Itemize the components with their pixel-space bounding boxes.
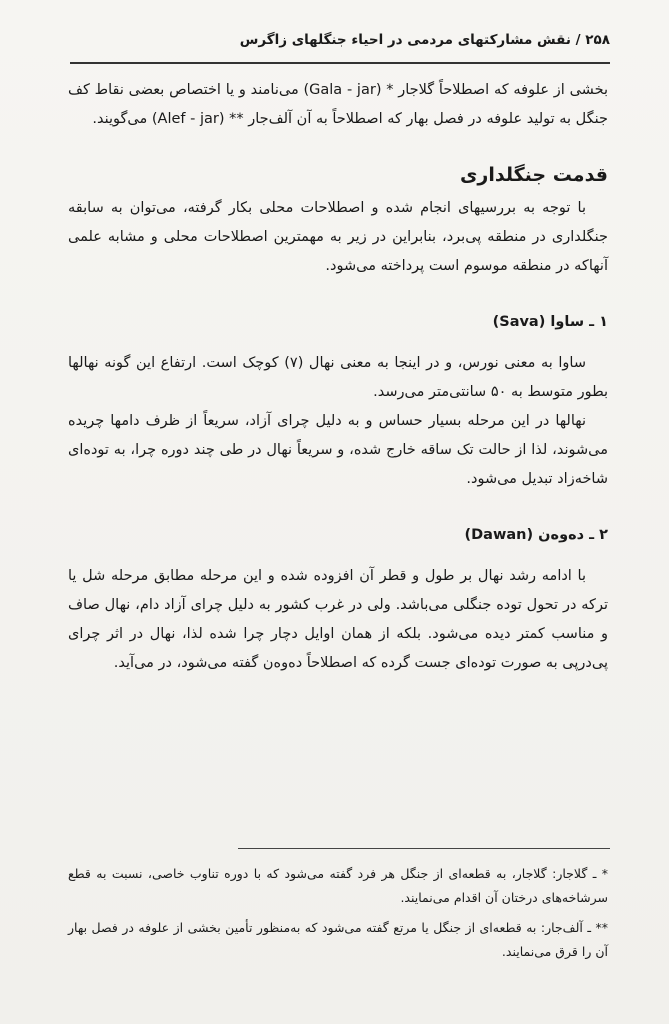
item-1-title: ۱ ـ ساوا (Sava) <box>492 314 608 330</box>
footnote-2: ** ـ آلف‌جار: به قطعه‌ای از جنگل یا مرتع گفته می‌شود که به‌منظور تأمین بخشی از علوفه در فصل بهار آن را قرق می‌نمایند. <box>68 920 608 959</box>
section-paragraph: با توجه به بررسیهای انجام شده و اصطلاحات محلی بکار گرفته، می‌توان به سابقه جنگلداری در منطقه پی‌برد، بنابراین در زیر به مهمترین اصطلاحات محلی و مشابه علمی آنهاکه در منطقه موسوم است پرداخته می‌شود. <box>68 200 608 274</box>
item-2-title: ۲ ـ ده‌وه‌ن (Dawan) <box>464 527 608 543</box>
footnote-1: * ـ گلاجار: گلاجار، به قطعه‌ای از جنگل هر فرد گفته می‌شود که با دوره تناوب خاصی، نسبت به قطع سرشاخه‌های درختان آن اقدام می‌نمایند. <box>68 866 608 905</box>
item-1-paragraph-2: نهالها در این مرحله بسیار حساس و به دلیل چرای آزاد، سریعاً از ظرف دامها چریده می‌شوند، لذا از حالت تک ساقه خارج شده، و سریعاً نهال در طی چند دوره چرا، به توده‌ای شاخه‌زاد تبدیل می‌شود. <box>68 413 608 487</box>
intro-paragraph: بخشی از علوفه که اصطلاحاً گلاجار * (Gala - jar) می‌نامند و یا اختصاص بعضی نقاط کف جنگل به تولید علوفه در فصل بهار که اصطلاحاً به آن آلف‌جار ** (Alef - jar) می‌گویند. <box>68 82 608 127</box>
main-text <box>68 76 608 678</box>
footnotes <box>68 862 608 970</box>
item-1-paragraph-1: ساوا به معنی نورس، و در اینجا به معنی نهال (۷) کوچک است. ارتفاع این گونه نهالها بطور متوسط به ۵۰ سانتی‌متر می‌رسد. <box>68 355 608 400</box>
page-header: ۲۵۸ / نقش مشارکتهای مردمی در احیاء جنگلهای زاگرس <box>239 32 610 48</box>
header-divider <box>70 62 610 64</box>
footnote-divider <box>238 848 610 849</box>
section-heading: قدمت جنگلداری <box>459 164 608 186</box>
item-2-paragraph-1: با ادامه رشد نهال بر طول و قطر آن افزوده شده و این مرحله مطابق مرحله شل یا ترکه در تحول توده جنگلی می‌باشد. ولی در غرب کشور به دلیل چرای آزاد دام، نهال صاف و مناسب کمتر دیده می‌شود. بلکه از همان اوایل دچار چرا شده لذا، نهال در اثر چرای پی‌درپی به صورت توده‌ای جست گرده که اصطلاحاً ده‌وه‌ن گفته می‌شود، در می‌آید. <box>68 568 608 671</box>
